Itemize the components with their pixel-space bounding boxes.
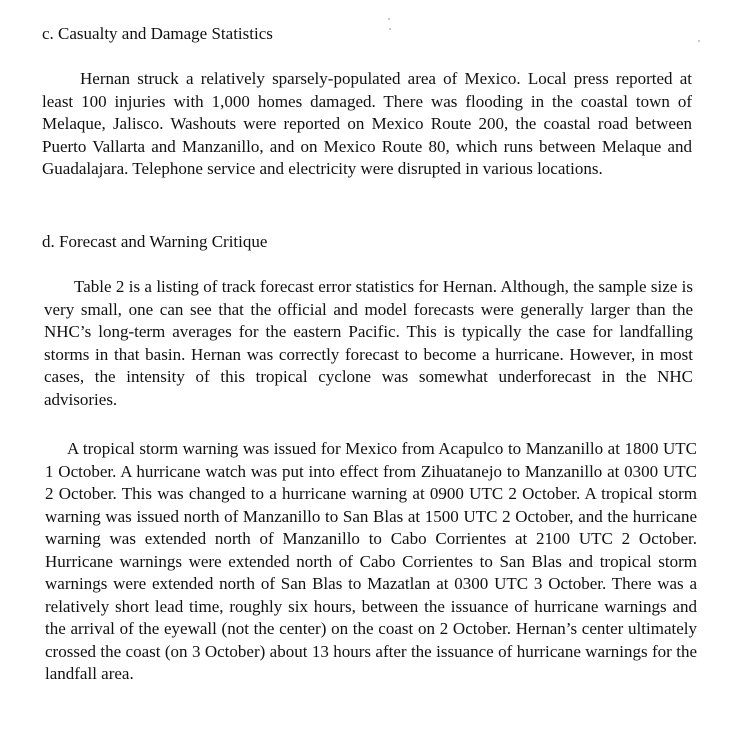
scan-speck — [698, 40, 700, 42]
section-heading-casualty-damage: c. Casualty and Damage Statistics — [42, 24, 273, 43]
section-heading-forecast-warning: d. Forecast and Warning Critique — [42, 232, 268, 251]
scan-speck — [389, 28, 391, 30]
paragraph-forecast-critique: Table 2 is a listing of track forecast error statistics for Hernan. Although, the sample size is very small, one can see that the official and model forecasts were generally larger than the NHC’s long-term averages for the eastern Pacific. This is typically the case for landfalling storms in that basin. Hernan was correctly forecast to become a hurricane. However, in most cases, the intensity of this tropical cyclone was somewhat underforecast in the NHC advisories. — [44, 277, 693, 409]
scan-speck — [388, 18, 390, 20]
paragraph-casualty-damage: Hernan struck a relatively sparsely-populated area of Mexico. Local press reported at least 100 injuries with 1,000 homes damaged. There was flooding in the coastal town of Melaque, Jalisco. Washouts were reported on Mexico Route 200, the coastal road between Puerto Vallarta and Manzanillo, and on Mexico Route 80, which runs between Melaque and Guadalajara. Telephone service and electricity were disrupted in various locations. — [42, 69, 692, 178]
paragraph-warning-timeline: A tropical storm warning was issued for Mexico from Acapulco to Manzanillo at 1800 UTC 1 October. A hurricane watch was put into effect from Zihuatanejo to Manzanillo at 0300 UTC 2 October. This was changed to a hurricane warning at 0900 UTC 2 October. A tropical storm warning was issued north of Manzanillo to San Blas at 1500 UTC 2 October, and the hurricane warning was extended north of Manzanillo to Cabo Corrientes at 2100 UTC 2 October. Hurricane warnings were extended north of Cabo Corrientes to San Blas and tropical storm warnings were extended north of San Blas to Mazatlan at 0300 UTC 3 October. There was a relatively short lead time, roughly six hours, between the issuance of hurricane warnings and the arrival of the eyewall (not the center) on the coast on 2 October. Hernan’s center ultimately crossed the coast (on 3 October) about 13 hours after the issuance of hurricane warnings for the landfall area. — [45, 439, 697, 683]
